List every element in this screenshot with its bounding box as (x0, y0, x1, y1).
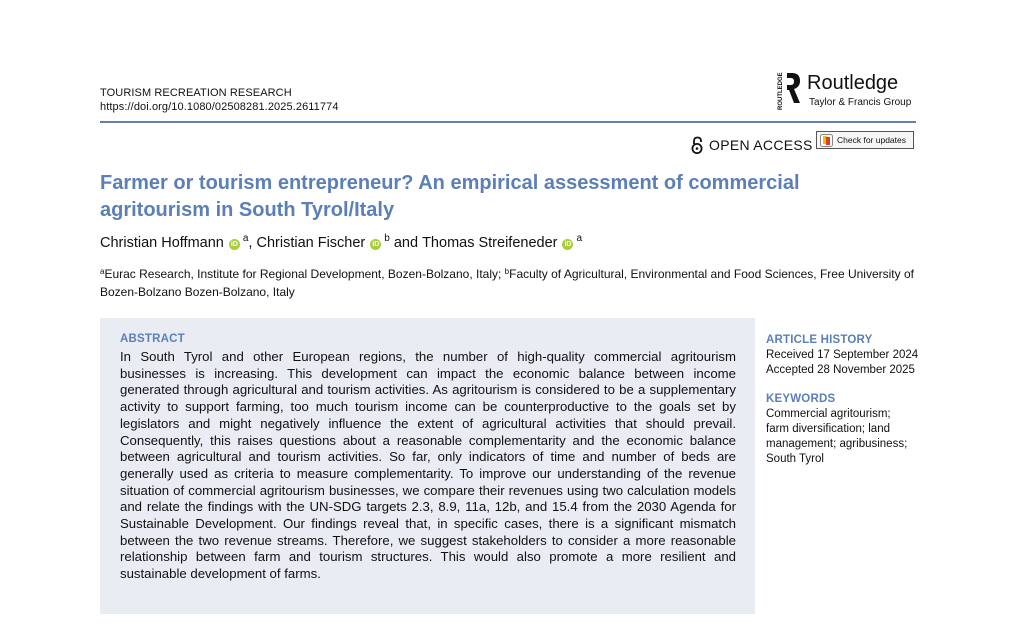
journal-header (100, 86, 339, 114)
affiliation-a: Eurac Research, Institute for Regional Development, Bozen-Bolzano, Italy; (104, 267, 505, 281)
author-separator: , (248, 235, 257, 251)
orcid-icon[interactable]: iD (564, 241, 572, 248)
check-updates-button[interactable] (816, 131, 914, 149)
keywords-heading: KEYWORDS (766, 393, 836, 405)
routledge-logo-icon (773, 70, 801, 112)
affiliation-marker-a: a (100, 267, 105, 276)
orcid-icon[interactable]: iD (372, 241, 380, 248)
keywords-list: Commercial agritourism; farm diversification; land management; agribusiness; South Tyrol (766, 408, 908, 465)
article-title: Farmer or tourism entrepreneur? An empirical assessment of commercial agritourism in South Tyrol/Italy (100, 172, 800, 221)
abstract-heading: ABSTRACT (120, 333, 185, 345)
author-name[interactable]: Christian Fischer (256, 235, 366, 251)
publisher-logo[interactable] (773, 70, 923, 112)
keywords-section (766, 392, 916, 467)
open-access-label: OPEN ACCESS (709, 137, 813, 153)
open-access-badge[interactable] (690, 136, 813, 154)
journal-name: TOURISM RECREATION RESEARCH (100, 87, 292, 99)
author-affiliation-marker: b (384, 233, 390, 244)
header-divider (100, 121, 916, 123)
publisher-group: Taylor & Francis Group (809, 97, 912, 108)
affiliations (100, 266, 916, 301)
abstract-text: In South Tyrol and other European regions, the number of high-quality commercial agritourism businesses is increasing. This development can impact the economic balance between income generated through agricultural and tourism activities. As agritourism is considered to be a supplementary activity to support farming, too much tourism income can be counterproductive to the goals set by legislators and might negatively influence the extent of agricultural activities that should prevail. Consequently, this raises questions about a reasonable complementarity and the economic balance between agricultural and tourism activities. So far, only indicators of time and number of beds are generally used as criteria to measure complementarity. To improve our understanding of the revenue situation of commercial agritourism businesses, we compare their revenues using two calculation models and relate the findings with the UN-SDG targets 2.3, 8.9, 11a, 12b, and 15.4 from the 2030 Agenda for Sustainable Development. Our findings reveal that, in specific cases, there is a significant mismatch between the two revenue streams. Therefore, we suggest stakeholders to consider a more reasonable relationship between farm and tourism structures. This would also promote a more resilient and sustainable development of farms. (120, 349, 736, 582)
check-updates-icon (820, 134, 833, 147)
author-separator: and (389, 235, 423, 251)
logo-mark-text: ROUTLEDGE (778, 72, 784, 110)
abstract-panel (100, 318, 755, 614)
orcid-icon[interactable]: iD (230, 241, 238, 248)
author-affiliation-marker: a (576, 233, 583, 244)
received-date: Received 17 September 2024 (766, 349, 919, 361)
publisher-name: Routledge (807, 72, 899, 94)
affiliation-marker-b: b (504, 267, 510, 276)
open-access-lock-icon (690, 136, 704, 154)
doi-link[interactable]: https://doi.org/10.1080/02508281.2025.2611774 (100, 101, 339, 113)
author-name[interactable]: Thomas Streifeneder (422, 235, 558, 251)
author-affiliation-marker: a (242, 233, 249, 244)
accepted-date: Accepted 28 November 2025 (766, 364, 915, 376)
author-list (100, 233, 582, 255)
affiliation-b: Faculty of Agricultural, Environmental and Food Sciences, Free University of Bozen-Bolzano Bozen-Bolzano, Italy (100, 267, 914, 299)
author-name[interactable]: Christian Hoffmann (100, 235, 224, 251)
article-history-heading: ARTICLE HISTORY (766, 334, 873, 346)
article-history (766, 333, 919, 378)
check-updates-label: Check for updates (837, 135, 906, 145)
